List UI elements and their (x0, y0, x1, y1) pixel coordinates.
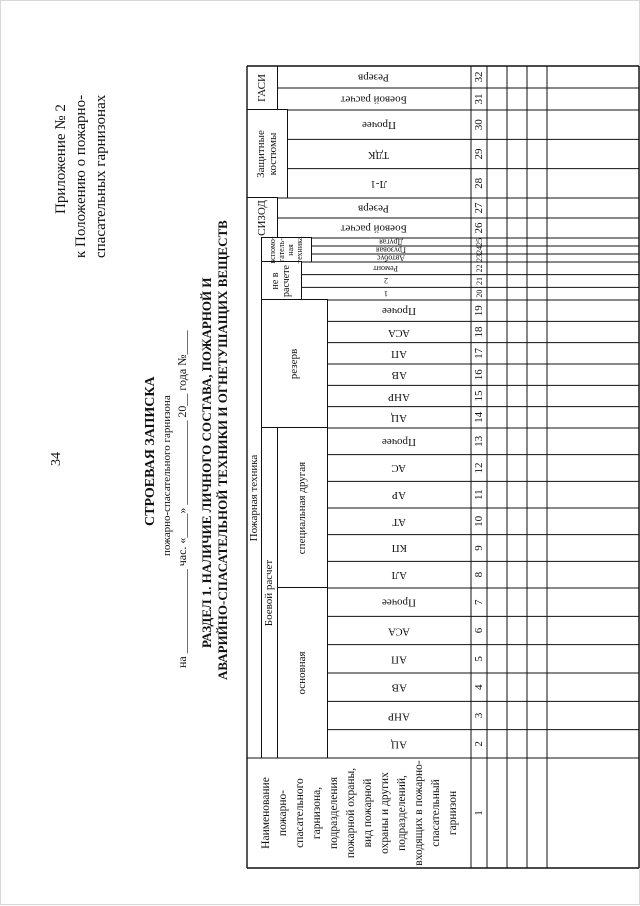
column-number: 15 (472, 390, 485, 402)
column-number: 13 (472, 435, 485, 447)
column-number: 32 (472, 71, 485, 83)
column-number: 3 (472, 712, 485, 719)
basic-header: основная (277, 587, 328, 758)
reserve-header: резерв (261, 299, 328, 428)
document-title: СТРОЕВАЯ ЗАПИСКА (143, 376, 158, 526)
column-header-2: АЦ (391, 738, 407, 751)
column-number: 8 (472, 571, 485, 578)
date-line: на ______________ час. «____» ______________ 20__ года №____ (175, 330, 189, 668)
fire-tech-header: Пожарная техника (247, 238, 262, 758)
column-number: 23 (474, 254, 484, 262)
column-header-32: Резерв (358, 71, 390, 84)
column-number: 28 (472, 177, 485, 189)
column-header-30: Прочее (362, 119, 396, 132)
column-header-15: АНР (388, 390, 411, 403)
column-number: 19 (472, 305, 485, 317)
column-number: 5 (472, 656, 485, 662)
column-number: 18 (472, 326, 485, 338)
column-number: 11 (472, 489, 485, 500)
column-header-4: АВ (391, 681, 407, 694)
column-header-6: АСА (387, 625, 411, 638)
column-number: 25 (474, 238, 484, 246)
column-number: 4 (472, 684, 485, 690)
column-header-25: Другая (379, 237, 403, 247)
column-header-3: АНР (388, 710, 411, 723)
column-header-24: Грузовая (375, 245, 407, 255)
column-header-28: Л-1 (370, 177, 388, 190)
column-header-31: Боевой расчет (340, 93, 408, 106)
column-number: 2 (472, 741, 485, 747)
protective-suits-header: Защитные костюмы (247, 109, 288, 198)
column-header-10: АТ (392, 515, 406, 528)
table-row[interactable] (487, 66, 507, 868)
table-row[interactable] (527, 66, 547, 868)
column-header-26: Боевой расчет (340, 222, 408, 235)
column-number: 21 (474, 277, 484, 286)
not-in-crew-header: не в расчете (261, 261, 302, 300)
column-header-14: АЦ (391, 411, 407, 424)
column-number: 12 (472, 462, 485, 474)
column-number: 24 (474, 246, 484, 254)
column-number: 7 (472, 599, 485, 605)
column-number: 16 (472, 369, 485, 381)
column-number: 17 (472, 347, 485, 359)
gasi-header: ГАСИ (247, 66, 278, 110)
section-title-line-2: АВАРИЙНО-СПАСАТЕЛЬНОЙ ТЕХНИКИ И ОГНЕТУШАЩИХ ВЕЩЕСТВ (215, 220, 230, 680)
column-number: 14 (472, 411, 485, 423)
column-number: 31 (472, 93, 485, 105)
section-title-line-1: РАЗДЕЛ 1. НАЛИЧИЕ ЛИЧНОГО СОСТАВА, ПОЖАРНОЙ И (199, 277, 214, 648)
column-header-12: АС (391, 462, 407, 475)
column-header-22: Ремонт (373, 263, 399, 273)
column-number: 9 (472, 545, 485, 551)
auxiliary-header: вспомо-гатель-ная техника (261, 237, 312, 262)
column-header-16: АВ (391, 369, 407, 382)
combat-crew-header: Боевой расчет (261, 427, 278, 758)
column-header-19: Прочее (382, 305, 416, 318)
table-row[interactable] (547, 66, 567, 868)
column-number: 6 (472, 627, 485, 634)
column-number: 30 (472, 119, 485, 131)
column-number: 27 (472, 202, 485, 214)
appendix-subtitle-2: спасательных гарнизонах (93, 94, 109, 258)
appendix-subtitle-1: к Положению о пожарно- (73, 94, 89, 258)
column-number: 20 (474, 289, 484, 298)
column-header-20: 1 (384, 289, 388, 299)
appendix-title: Приложение № 2 (53, 104, 69, 214)
rotated-page-content (1, 1, 640, 906)
table-row[interactable] (507, 66, 527, 868)
column-number: 22 (474, 264, 484, 273)
column-number: 29 (472, 148, 485, 160)
column-header-9: КП (391, 542, 407, 555)
column-header-8: АЛ (391, 569, 407, 582)
sizod-header: СИЗОД (247, 197, 278, 238)
column-number: 1 (472, 810, 485, 816)
column-header-11: АР (391, 489, 407, 502)
column-number: 26 (472, 222, 485, 234)
column-header-13: Прочее (382, 435, 416, 448)
column-header-7: Прочее (382, 596, 416, 609)
column-header-5: АП (391, 653, 407, 666)
page-number: 34 (49, 452, 64, 466)
name-column-header: Наименование пожарно-спасательного гарнизона, подразделения пожарной охраны, вид пожарной охраны и других подразделений, входящих в пожарно-спасательный гарнизон (260, 760, 459, 866)
column-header-23: Автобус (376, 253, 406, 263)
column-header-17: АП (391, 347, 407, 360)
column-number: 10 (472, 515, 485, 527)
column-header-29: ТДК (368, 148, 390, 161)
column-header-21: 2 (384, 276, 388, 286)
document-subtitle: пожарно-спасательного гарнизона (161, 395, 173, 556)
column-header-27: Резерв (358, 202, 390, 215)
column-header-18: АСА (387, 326, 411, 339)
special-other-header: специальная другая (277, 427, 328, 588)
